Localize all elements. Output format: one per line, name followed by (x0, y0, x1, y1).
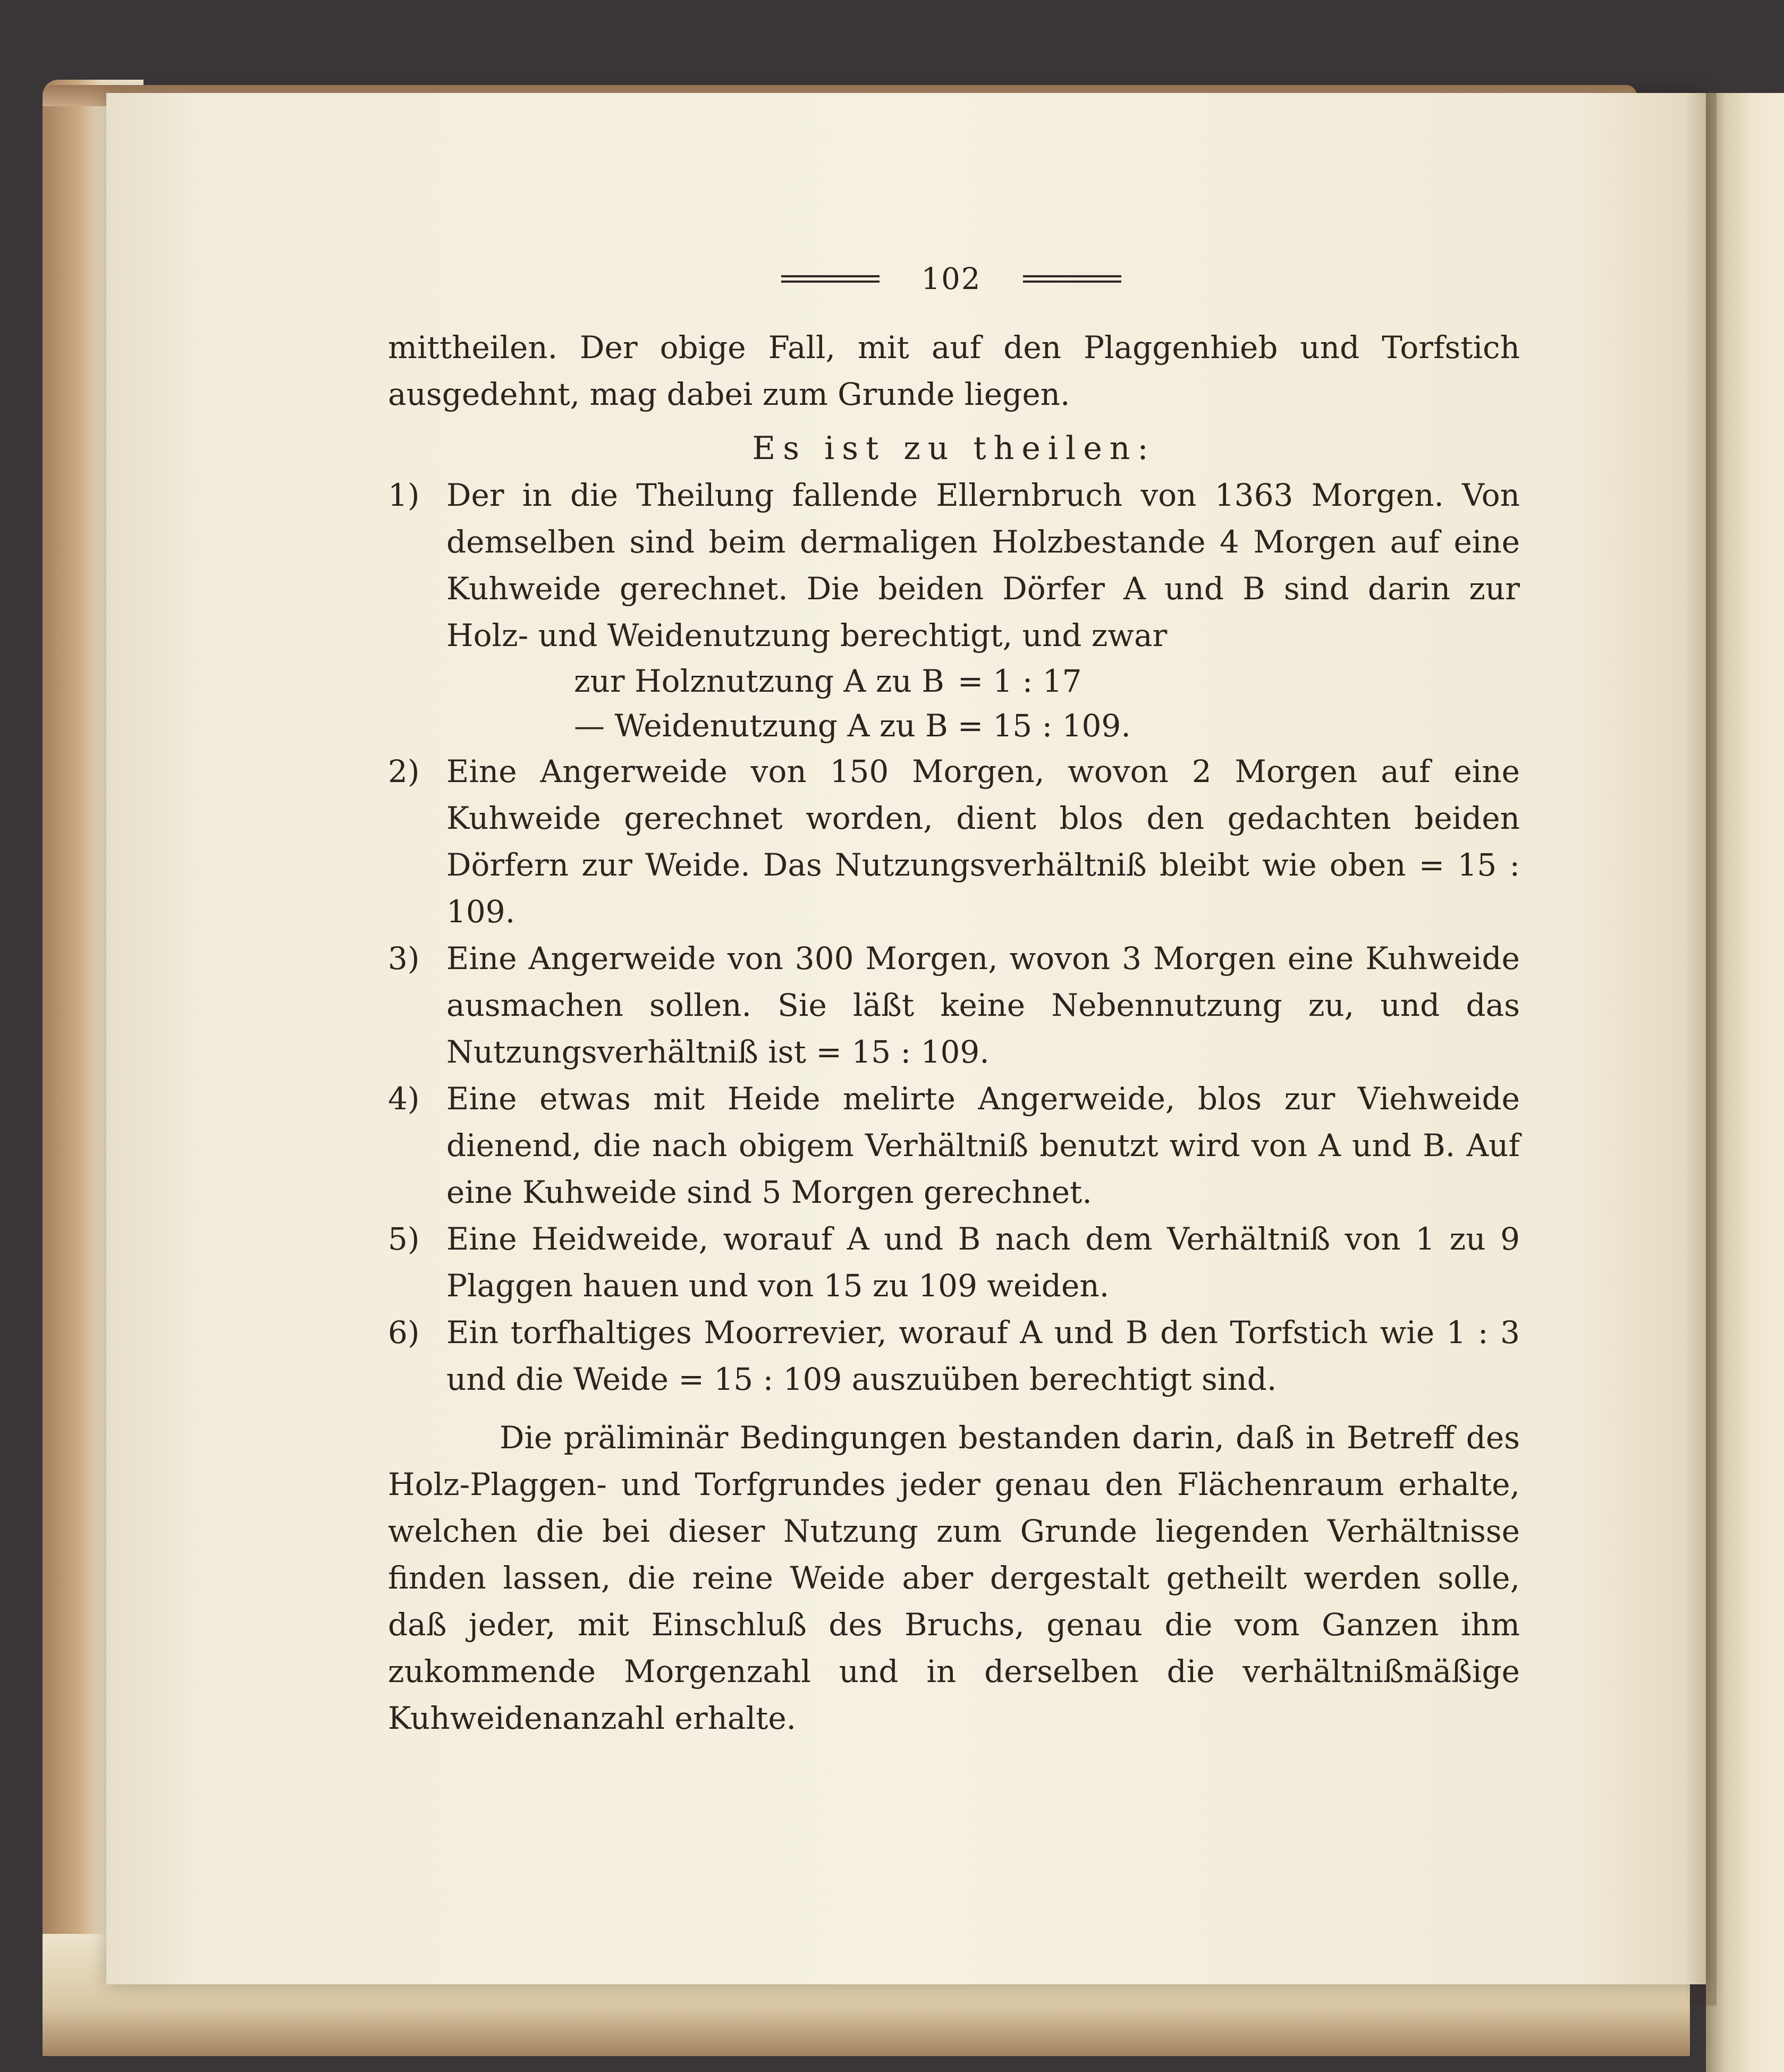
list-item (388, 472, 1520, 659)
ratio-table (574, 659, 1140, 748)
header-rule-left (781, 275, 880, 283)
facing-page-edge (1706, 93, 1784, 2072)
ratio-value: 15 : 109. (993, 708, 1131, 744)
item-number: 6) (388, 1314, 420, 1351)
header-rule-right (1023, 275, 1121, 283)
closing-paragraph: Die präliminär Bedingungen bestanden darin, daß in Betreff des Holz-Plaggen- und Torfgrundes jeder genau den Flächenraum erhalte, welchen die bei dieser Nutzung zum Grunde liegenden Verhältnisse finden lassen, die reine Weide aber dergestalt getheilt werden solle, daß jeder, mit Einschluß des Bruchs, genau die vom Ganzen ihm zukommende Morgenzahl und in derselben die verhältnißmäßige Kuhweidenanzahl erhalte. (388, 1420, 1520, 1736)
section-heading: Es ist zu theilen: (752, 430, 1156, 467)
item-number: 2) (388, 753, 420, 789)
list-item (388, 1309, 1520, 1403)
item-number: 1) (388, 477, 420, 513)
item-text: Eine Heidweide, worauf A und B nach dem Verhältniß von 1 zu 9 Plaggen hauen und von 15 zu 109 weiden. (446, 1221, 1520, 1304)
ratio-equals: = (957, 708, 984, 744)
item-number: 4) (388, 1081, 420, 1117)
item-text: Eine Angerweide von 300 Morgen, wovon 3 Morgen eine Kuhweide ausmachen sollen. Sie läßt keine Nebennutzung zu, und das Nutzungsverhältniß ist = 15 : 109. (446, 940, 1520, 1070)
ratio-row (574, 659, 1140, 703)
item-text: Eine Angerweide von 150 Morgen, wovon 2 Morgen auf eine Kuhweide gerechnet worden, dient blos den gedachten beiden Dörfern zur Weide. Das Nutzungsverhältniß bleibt wie oben = 15 : 109. (446, 753, 1520, 930)
ratio-row (574, 703, 1140, 748)
item-text: Eine etwas mit Heide melirte Angerweide, blos zur Viehweide dienend, die nach obigem Verhältniß benutzt wird von A und B. Auf eine Kuhweide sind 5 Morgen gerechnet. (446, 1081, 1520, 1210)
intro-paragraph: mittheilen. Der obige Fall, mit auf den Plaggenhieb und Torfstich ausgedehnt, mag dabei zum Grunde liegen. (388, 329, 1520, 412)
page-number: 102 (921, 261, 982, 296)
list-item (388, 935, 1520, 1075)
page-body (388, 324, 1520, 1742)
item-text: Ein torfhaltiges Moorrevier, worauf A und B den Torfstich wie 1 : 3 und die Weide = 15 : 109 auszuüben berechtigt sind. (446, 1314, 1520, 1397)
running-head (781, 260, 1121, 298)
ratio-equals: = (957, 663, 984, 699)
ratio-value: 1 : 17 (993, 663, 1082, 699)
list-item (388, 1075, 1520, 1216)
item-number: 3) (388, 940, 420, 976)
spine-shadow (1685, 93, 1717, 2006)
ratio-label: — Weidenutzung A zu B (574, 708, 948, 744)
list-item (388, 748, 1520, 935)
ratio-label: zur Holznutzung A zu B (574, 663, 944, 699)
list-item (388, 1216, 1520, 1309)
item-text: Der in die Theilung fallende Ellernbruch von 1363 Morgen. Von demselben sind beim dermaligen Holzbestande 4 Morgen auf eine Kuhweide gerechnet. Die beiden Dörfer A und B sind darin zur Holz- und Weidenutzung berechtigt, und zwar (446, 477, 1520, 653)
item-number: 5) (388, 1221, 420, 1257)
